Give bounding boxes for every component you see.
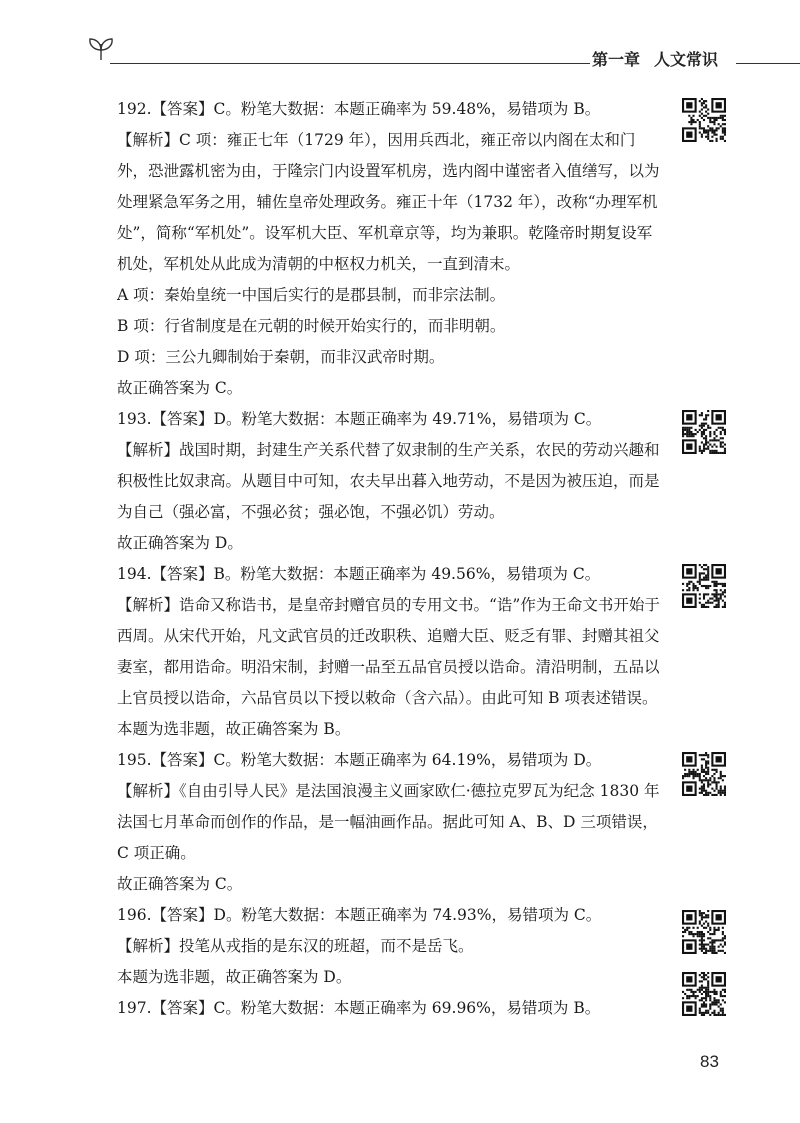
answer-line: 193.【答案】D。粉笔大数据：本题正确率为 49.71%，易错项为 C。 <box>117 410 602 428</box>
chapter-title: 人文常识 <box>654 50 719 69</box>
chapter-number: 第一章 <box>592 50 641 69</box>
final-answer: 本题为选非题，故正确答案为 B。 <box>117 720 351 738</box>
answer-line: 195.【答案】C。粉笔大数据：本题正确率为 64.19%，易错项为 D。 <box>117 751 602 769</box>
page-number: 83 <box>700 1052 719 1071</box>
qr-code-icon[interactable] <box>682 910 726 954</box>
answer-line: 196.【答案】D。粉笔大数据：本题正确率为 74.93%，易错项为 C。 <box>117 906 602 924</box>
header-rule <box>110 63 590 64</box>
analysis-paragraph: 【解析】《自由引导人民》是法国浪漫主义画家欧仁·德拉克罗瓦为纪念 1830 年法国七月革命而创作的作品，是一幅油画作品。据此可知 A、B、D 三项错误，C 项正确。 <box>117 782 660 862</box>
qr-code-icon[interactable] <box>682 752 726 796</box>
answer-line: 194.【答案】B。粉笔大数据：本题正确率为 49.56%，易错项为 C。 <box>117 565 601 583</box>
qr-code-icon[interactable] <box>682 564 726 608</box>
analysis-paragraph: 【解析】C 项：雍正七年（1729 年），因用兵西北，雍正帝以内阁在太和门外，恐泄露机密为由，于隆宗门内设置军机房，选内阁中谨密者入值缮写，以为处理紧急军务之用，辅佐皇帝处理政务。雍正十年（1732 年），改称“办理军机处”，简称“军机处”。设军机大臣、军机章京等，均为兼职。乾隆帝时期复设军机处，军机处从此成为清朝的中枢权力机关，一直到清末。 <box>117 131 660 273</box>
leaf-icon <box>86 36 116 62</box>
header-rule-right <box>736 63 800 64</box>
analysis-paragraph: 【解析】诰命又称诰书，是皇帝封赠官员的专用文书。“诰”作为王命文书开始于西周。从宋代开始，凡文武官员的迁改职秩、追赠大臣、贬乏有罪、封赠其祖父妻室，都用诰命。明沿宋制，封赠一品至五品官员授以诰命。清沿明制，五品以上官员授以诰命，六品官员以下授以敕命（含六品）。由此可知 B 项表述错误。 <box>117 596 660 707</box>
analysis-paragraph: 【解析】战国时期，封建生产关系代替了奴隶制的生产关系，农民的劳动兴趣和积极性比奴隶高。从题目中可知，农夫早出暮入地劳动，不是因为被压迫，而是为自己（强必富，不强必贫；强必饱，不强必饥）劳动。 <box>117 441 660 521</box>
analysis-paragraph: 【解析】投笔从戎指的是东汉的班超，而不是岳飞。 <box>117 937 474 955</box>
answer-content <box>86 94 666 1024</box>
qr-code-icon[interactable] <box>682 972 726 1016</box>
final-answer: 故正确答案为 D。 <box>117 534 243 552</box>
option-note: D 项：三公九卿制始于秦朝，而非汉武帝时期。 <box>117 348 445 366</box>
final-answer: 本题为选非题，故正确答案为 D。 <box>117 968 352 986</box>
page-header <box>0 0 800 80</box>
chapter-heading <box>592 47 732 70</box>
final-answer: 故正确答案为 C。 <box>117 379 243 397</box>
option-note: B 项：行省制度是在元朝的时候开始实行的，而非明朝。 <box>117 317 506 335</box>
option-note: A 项：秦始皇统一中国后实行的是郡县制，而非宗法制。 <box>117 286 506 304</box>
final-answer: 故正确答案为 C。 <box>117 875 243 893</box>
answer-line: 192.【答案】C。粉笔大数据：本题正确率为 59.48%，易错项为 B。 <box>117 100 601 118</box>
qr-code-icon[interactable] <box>682 410 726 454</box>
qr-code-icon[interactable] <box>682 98 726 142</box>
answer-line: 197.【答案】C。粉笔大数据：本题正确率为 69.96%，易错项为 B。 <box>117 999 601 1017</box>
